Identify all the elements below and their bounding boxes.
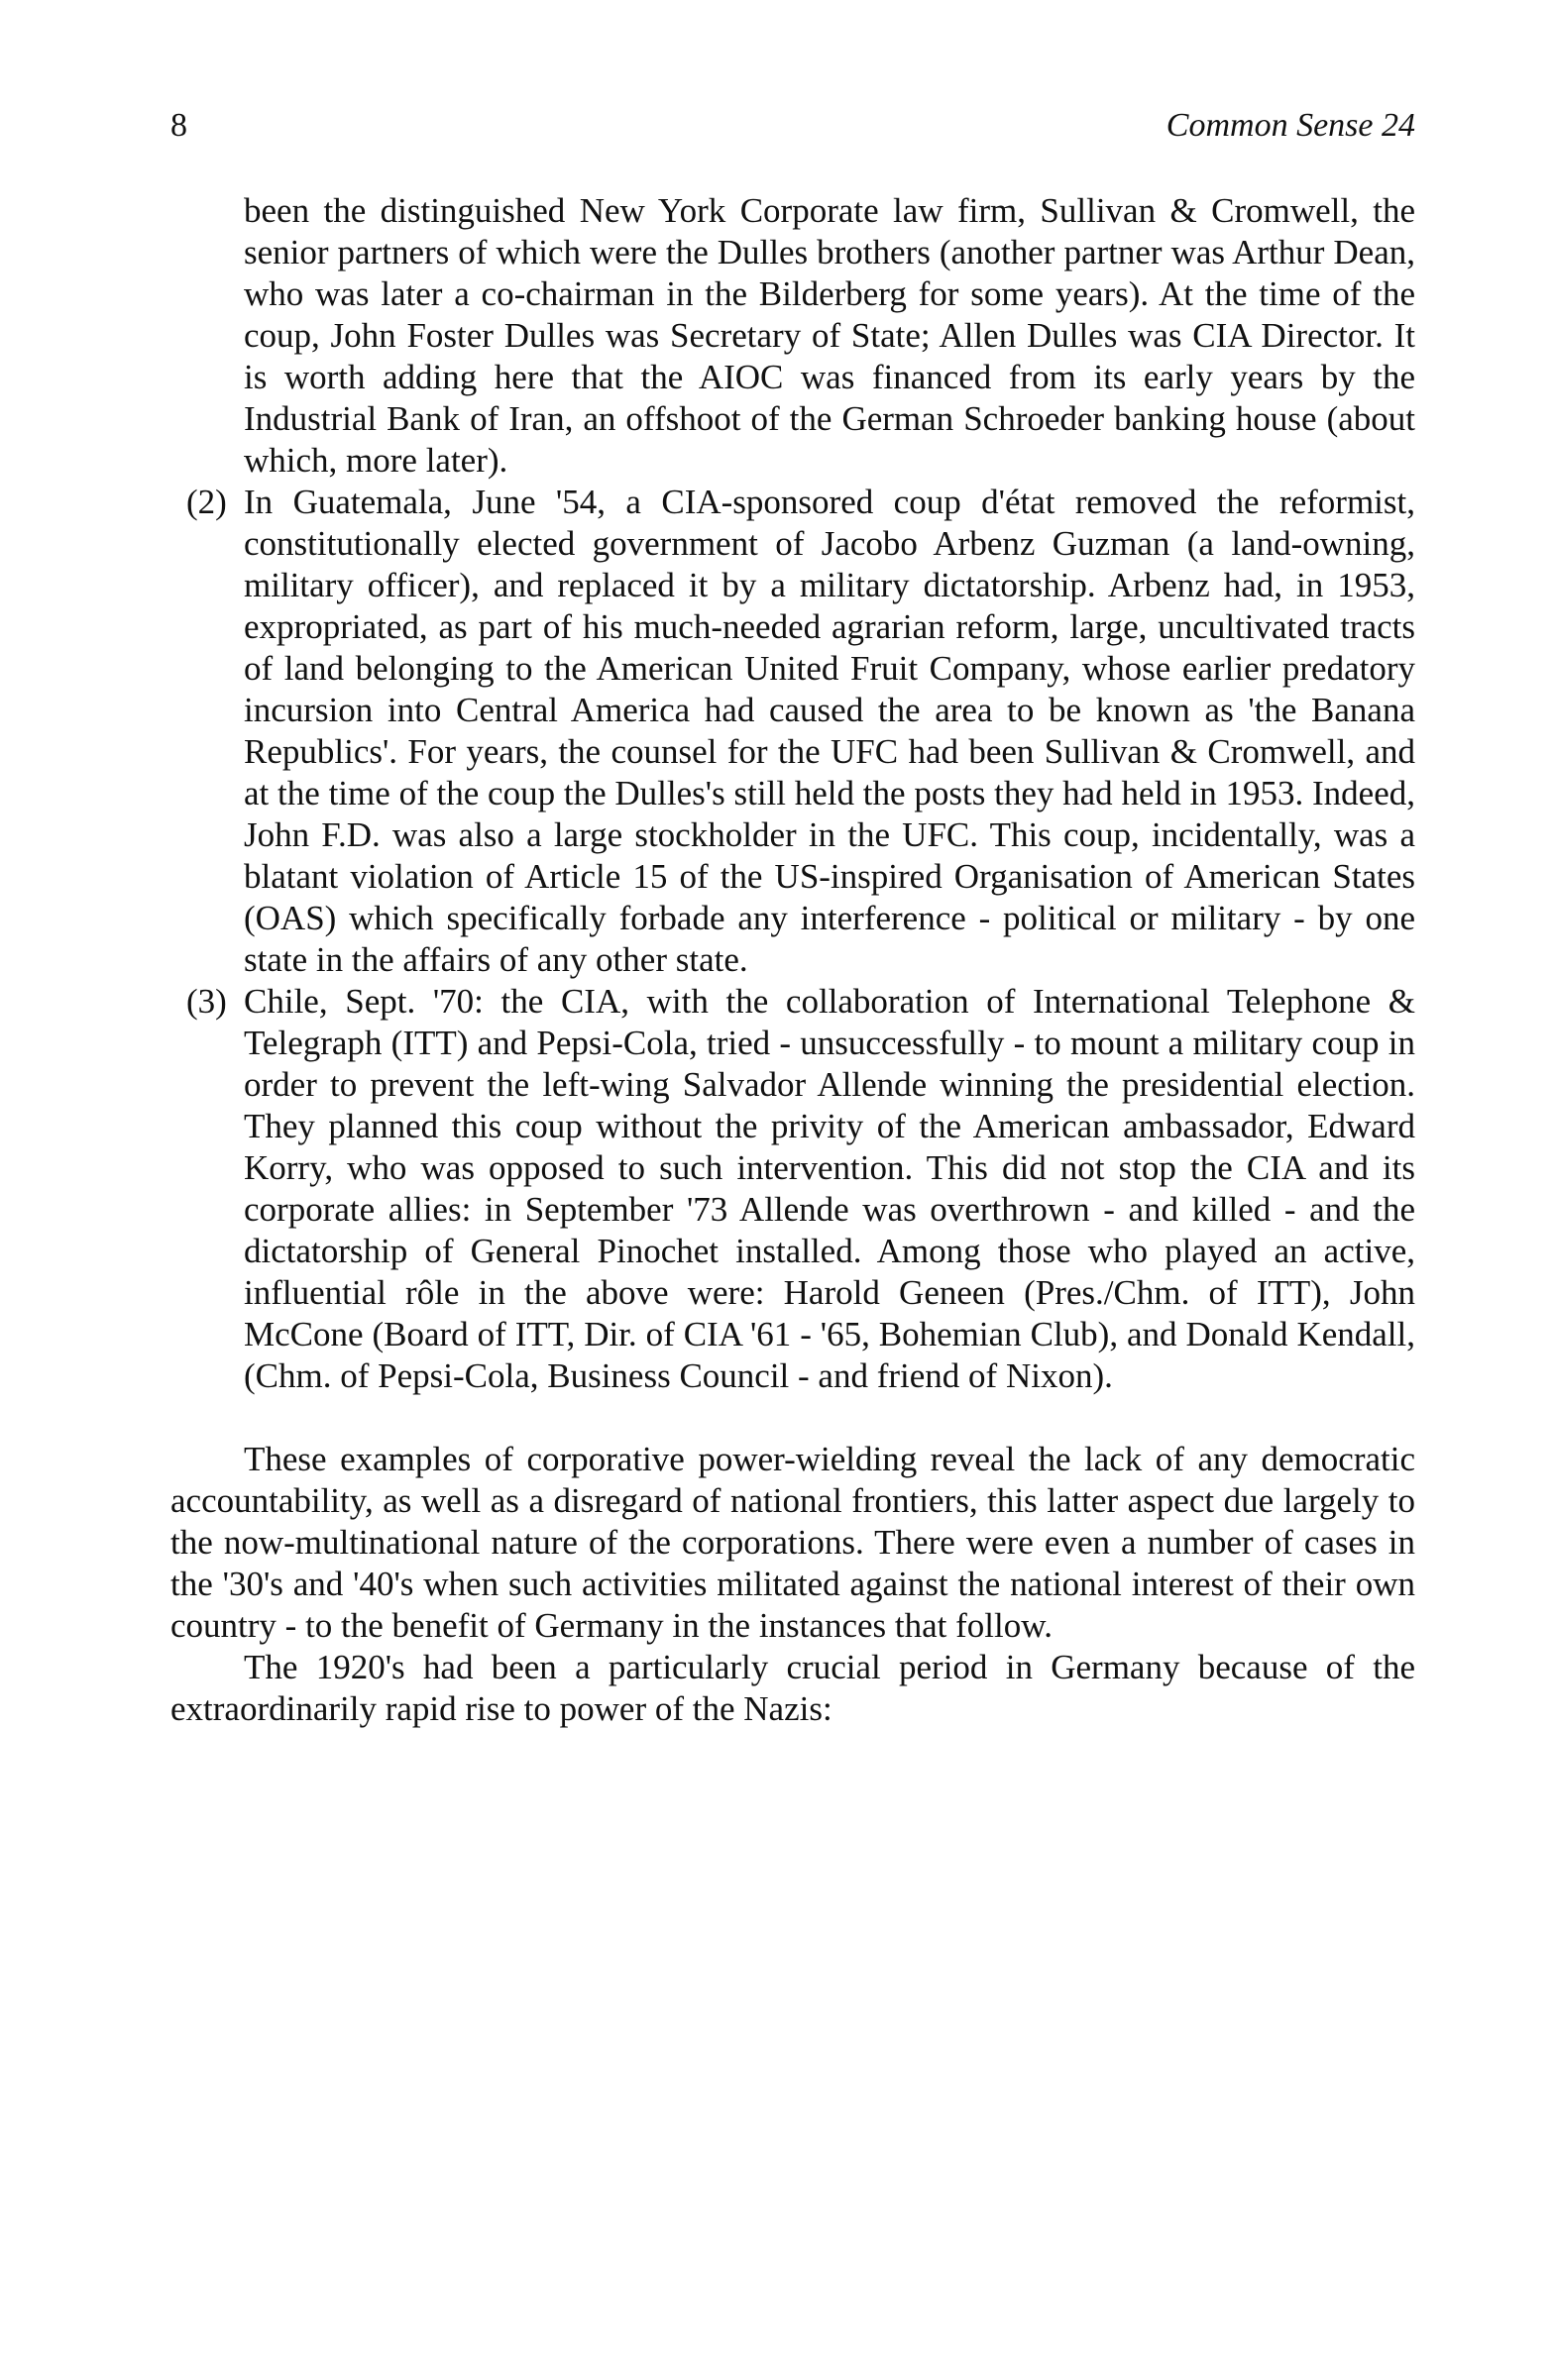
paragraph: The 1920's had been a particularly crucial period in Germany because of the extraordinarily rapid rise to power of the Nazis: [170,1648,1415,1728]
body-text [170,190,1415,1730]
list-item-number: (3) [186,982,227,1021]
continued-list-text: been the distinguished New York Corporate law firm, Sullivan & Cromwell, the senior partners of which were the Dulles brothers (another partner was Arthur Dean, who was later a co-chairman in the Bilderberg for some years). At the time of the coup, John Foster Dulles was Secretary of State; Allen Dulles was CIA Director. It is worth adding here that the AIOC was financed from its early years by the Industrial Bank of Iran, an offshoot of the German Schroeder banking house (about which, more later). [244,191,1415,480]
page-number: 8 [170,107,187,144]
list-item-text: Chile, Sept. '70: the CIA, with the collaboration of International Telephone & Telegraph (ITT) and Pepsi-Cola, tried - unsuccessfully - to mount a military coup in order to prevent the left-wing Salvador Allende winning the presidential election. They planned this coup without the privity of the American ambassador, Edward Korry, who was opposed to such intervention. This did not stop the CIA and its corporate allies: in September '73 Allende was overthrown - and killed - and the dictatorship of General Pinochet installed. Among those who played an active, influential rôle in the above were: Harold Geneen (Pres./Chm. of ITT), John McCone (Board of ITT, Dir. of CIA '61 - '65, Bohemian Club), and Donald Kendall, (Chm. of Pepsi-Cola, Business Council - and friend of Nixon). [244,982,1415,1395]
list-item [186,981,1415,1397]
list-item [186,482,1415,981]
list-item-number: (2) [186,483,227,521]
paragraph: These examples of corporative power-wielding reveal the lack of any democratic accountability, as well as a disregard of national frontiers, this latter aspect due largely to the now-multinational nature of the corporations. There were even a number of cases in the '30's and '40's when such activities militated against the national interest of their own country - to the benefit of Germany in the instances that follow. [170,1440,1415,1645]
list-item-text: In Guatemala, June '54, a CIA-sponsored coup d'état removed the reformist, constitutionally elected government of Jacobo Arbenz Guzman (a land-owning, military officer), and replaced it by a military dictatorship. Arbenz had, in 1953, expropriated, as part of his much-needed agrarian reform, large, uncultivated tracts of land belonging to the American United Fruit Company, whose earlier predatory incursion into Central America had caused the area to be known as 'the Banana Republics'. For years, the counsel for the UFC had been Sullivan & Cromwell, and at the time of the coup the Dulles's still held the posts they had held in 1953. Indeed, John F.D. was also a large stockholder in the UFC. This coup, incidentally, was a blatant violation of Article 15 of the US-inspired Organisation of American States (OAS) which specifically forbade any interference - political or military - by one state in the affairs of any other state. [244,483,1415,979]
running-head: Common Sense 24 [1166,107,1415,144]
page-header [170,107,1415,157]
